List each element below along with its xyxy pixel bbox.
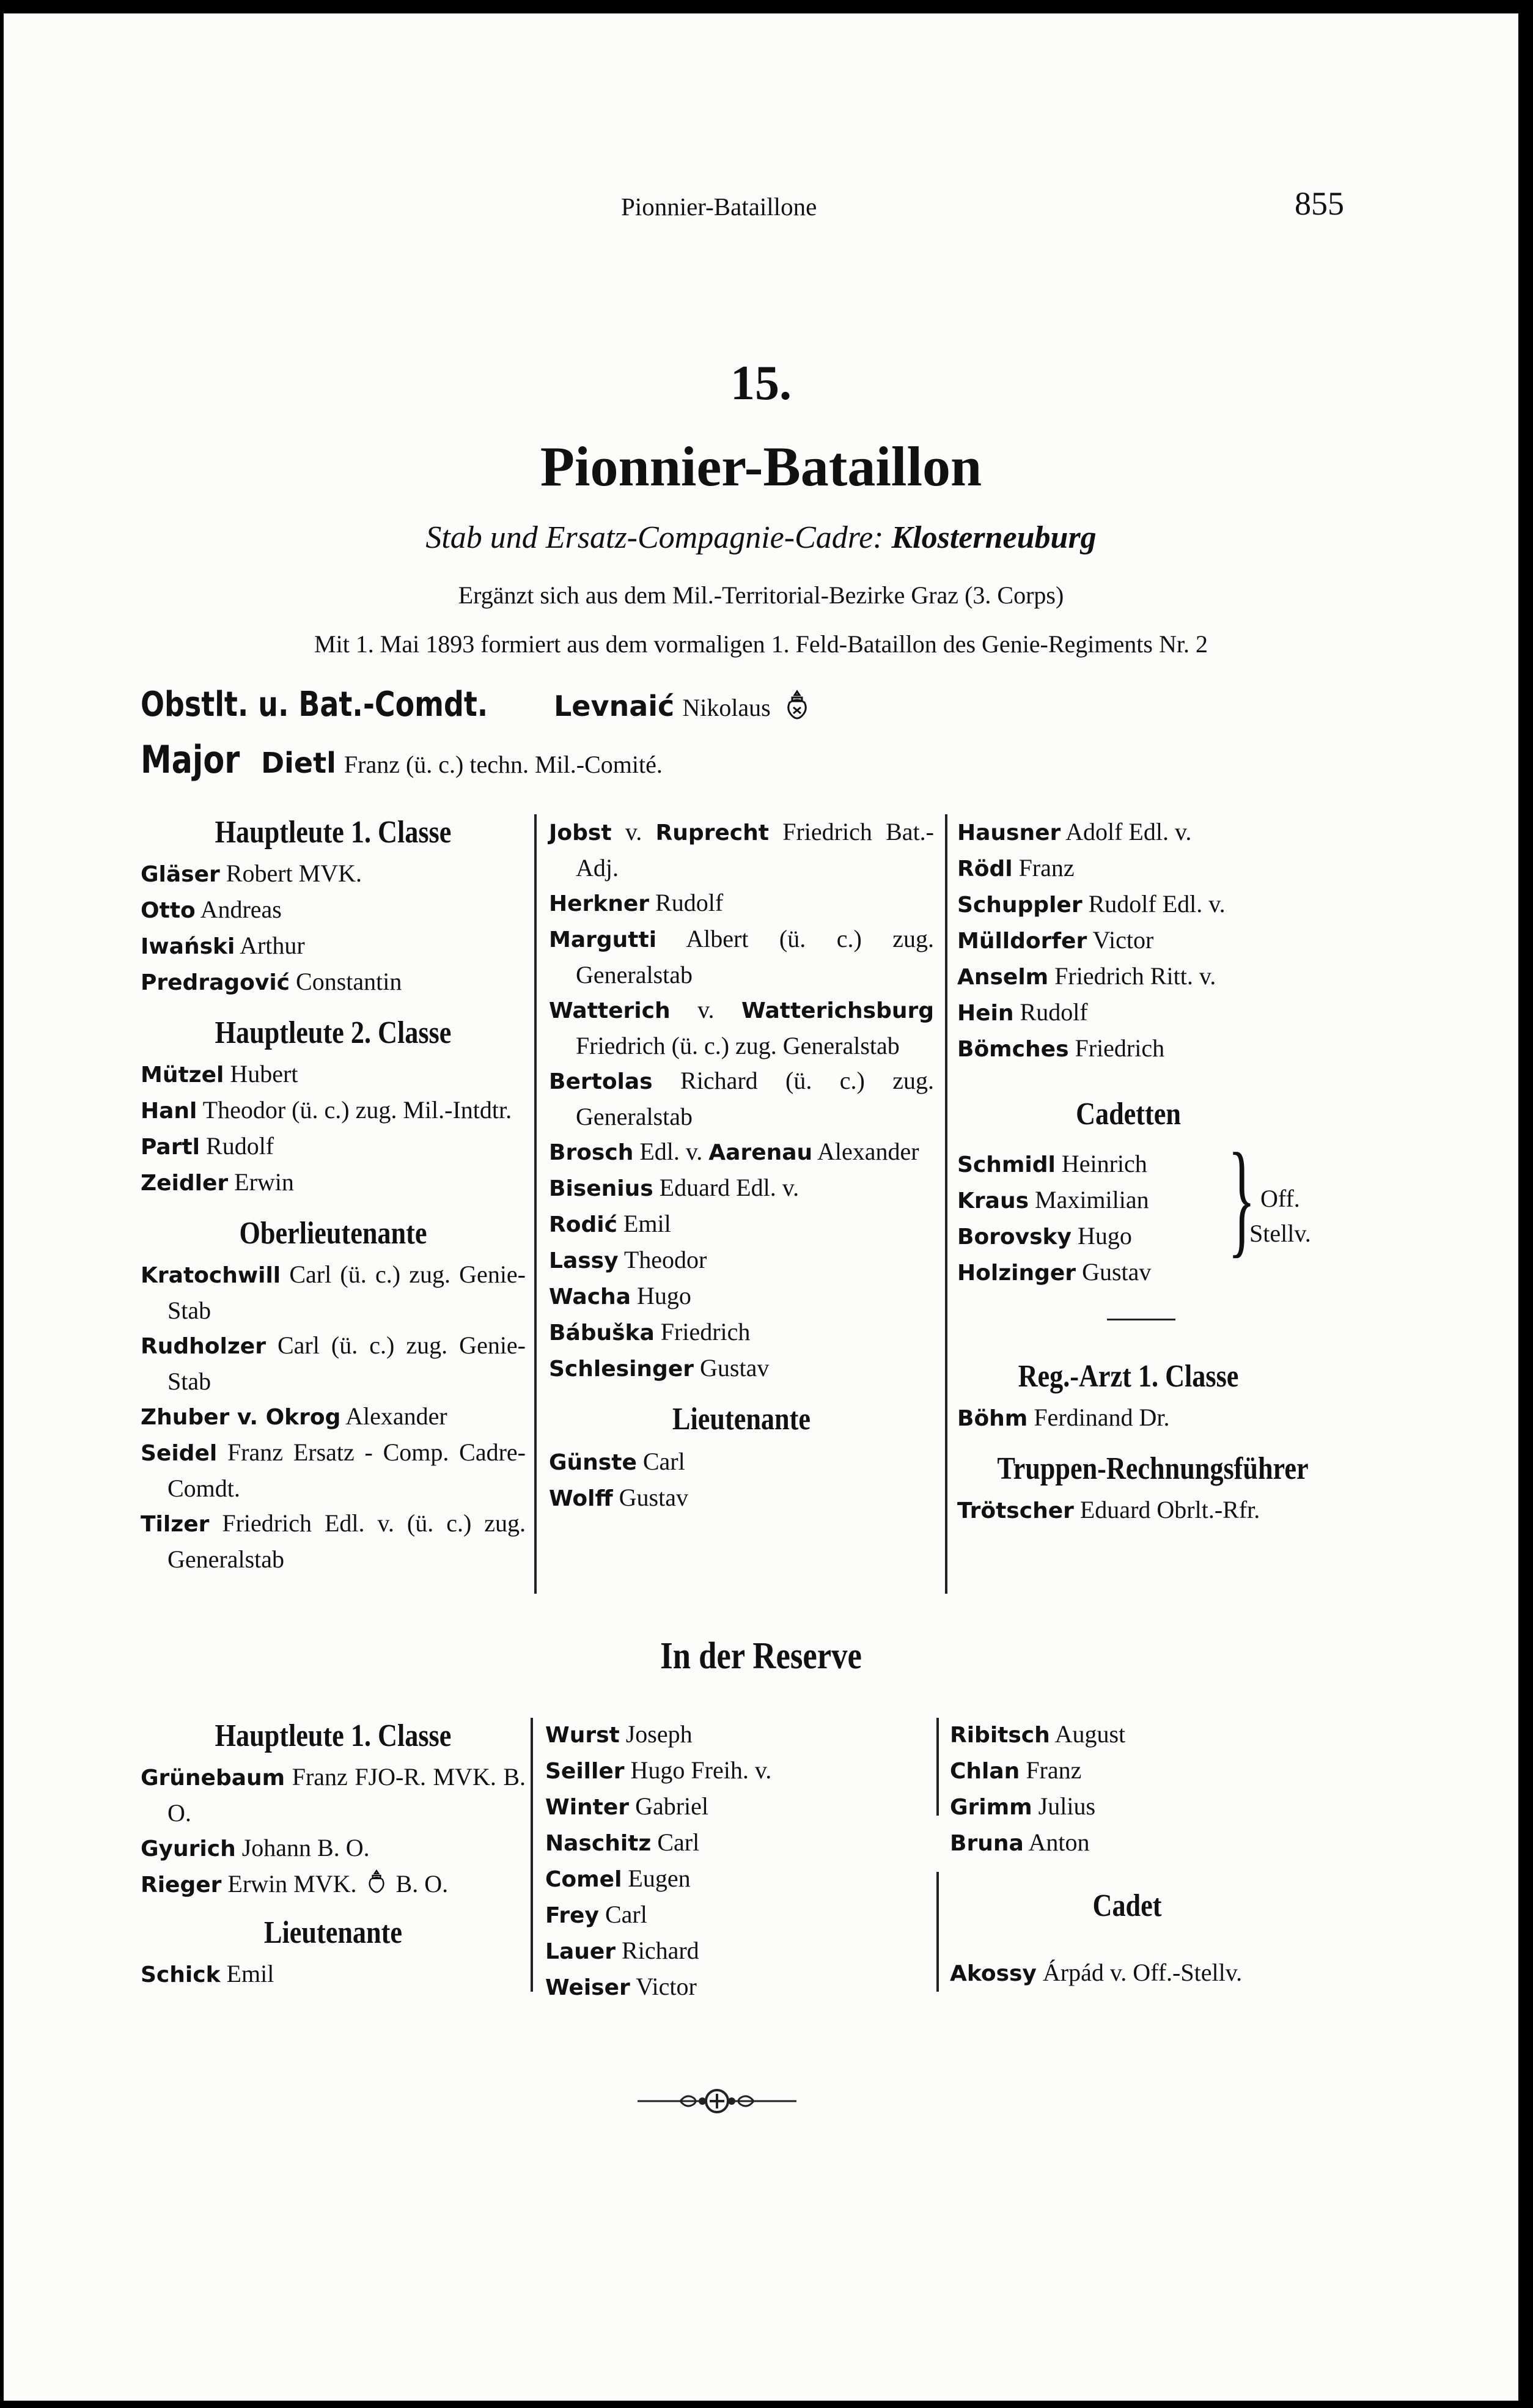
list-item: Kraus Maximilian [957,1186,1149,1213]
list-item: Schick Emil [141,1960,274,1987]
list-item: Schlesinger Gustav [549,1354,770,1382]
subtitle [4,520,1518,556]
list-item: Hanl Theodor (ü. c.) zug. Mil.-Intdtr. [141,1096,512,1124]
section-heading: Oberlieutenante [239,1216,427,1251]
major-rank: Major [141,737,240,782]
active-column-3 [957,814,1373,1528]
brace: } [1227,1127,1256,1269]
running-title: Pionnier-Bataillone [621,193,817,221]
list-item: Bruna Anton [950,1828,1090,1856]
list-item: Anselm Friedrich Ritt. v. [957,962,1216,990]
reserve-column-2 [545,1717,930,2005]
list-item: Schuppler Rudolf Edl. v. [957,890,1226,918]
list-item: Bisenius Eduard Edl. v. [549,1174,800,1201]
column-divider [936,1718,939,1816]
active-column-2 [549,814,934,1516]
commander-surname: Levnaić [553,690,675,723]
reserve-heading: In der Reserve [660,1635,862,1677]
section-heading: Lieutenante [672,1402,811,1437]
list-item: Wacha Hugo [549,1282,691,1309]
list-item: Bábuška Friedrich [549,1318,751,1346]
cadetten-group [957,1127,1373,1291]
list-item: Ribitsch August [950,1720,1126,1748]
section-heading: Truppen-Rechnungsführer [997,1451,1309,1486]
page-title: Pionnier-Bataillon [540,435,982,498]
list-item: Otto Andreas [141,896,282,923]
list-item: Wurst Joseph [545,1720,693,1748]
page-number: 855 [1295,185,1344,222]
list-item: Rudholzer Carl (ü. c.) zug. Genie-Stab [141,1331,526,1395]
list-item: Comel Eugen [545,1865,691,1892]
cadetten-note: Stellv. [1249,1220,1311,1247]
commander-rank: Obstlt. u. Bat.-Comdt. [141,685,488,724]
list-item: Kratochwill Carl (ü. c.) zug. Genie-Stab [141,1261,526,1324]
list-item: Grünebaum Franz FJO-R. MVK. B. O. [141,1763,526,1827]
major-surname: Dietl [260,746,336,779]
subtitle-prefix: Stab und Ersatz-Compagnie-Cadre: [425,520,884,555]
section-heading: Reg.-Arzt 1. Classe [1018,1359,1239,1394]
list-item: Akossy Árpád v. Off.-Stellv. [950,1959,1243,1986]
list-item: Gyurich Johann B. O. [141,1834,370,1861]
column-divider [945,814,947,1594]
list-item: Holzinger Gustav [957,1258,1152,1286]
reserve-column-1 [141,1712,526,1992]
list-item: Partl Rudolf [141,1132,274,1160]
list-item: Wolff Gustav [549,1484,688,1511]
cadetten-note: Off. [1260,1185,1300,1212]
list-item: Hausner Adolf Edl. v. [957,818,1192,845]
list-item: Trötscher Eduard Obrlt.-Rfr. [957,1496,1260,1523]
list-item: Brosch Edl. v. Aarenau Alexander [549,1138,919,1165]
commander-line [141,685,809,724]
list-item: Hein Rudolf [957,998,1088,1026]
list-item: Lauer Richard [545,1937,699,1964]
list-item: Seidel Franz Ersatz - Comp. Cadre-Comdt. [141,1438,526,1502]
supplement-line: Ergänzt sich aus dem Mil.-Territorial-Bezirke Graz (3. Corps) [458,581,1064,609]
order-icon [367,1868,386,1898]
list-item: Watterich v. Watterichsburg Friedrich (ü. c.) zug. Generalstab [549,996,934,1059]
subtitle-place: Klosterneuburg [891,520,1097,555]
formation-line: Mit 1. Mai 1893 formiert aus dem vormaligen 1. Feld-Bataillon des Genie-Regiments Nr. 2 [314,630,1208,658]
active-column-1 [141,808,526,1577]
list-item: Borovsky Hugo [957,1222,1132,1250]
column-divider [534,814,537,1594]
list-item: Mülldorfer Victor [957,926,1154,954]
unit-number: 15. [730,356,792,410]
commander-given: Nikolaus [682,694,771,721]
list-item: Mützel Hubert [141,1060,298,1088]
list-item: Herkner Rudolf [549,889,724,916]
order-icon [785,689,809,724]
section-heading: Lieutenante [264,1915,402,1950]
list-item: Bömches Friedrich [957,1034,1165,1062]
list-item: Chlan Franz [950,1756,1082,1784]
list-item: Predragović Constantin [141,968,402,995]
section-heading: Cadetten [1076,1097,1181,1132]
list-item: Iwański Arthur [141,932,305,959]
list-item: Gläser Robert MVK. [141,860,362,887]
list-item: Frey Carl [545,1901,647,1928]
section-heading: Hauptleute 1. Classe [215,815,452,850]
list-item: Zeidler Erwin [141,1168,294,1196]
list-item: Zhuber v. Okrog Alexander [141,1402,447,1430]
list-item: Jobst v. Ruprecht Friedrich Bat.-Adj. [549,818,934,882]
list-item: Margutti Albert (ü. c.) zug. Generalstab [549,925,934,989]
ornament-icon [638,2086,796,2116]
section-heading: Cadet [1092,1888,1162,1923]
list-item: Bertolas Richard (ü. c.) zug. Generalstab [549,1067,934,1130]
section-heading: Hauptleute 1. Classe [215,1718,452,1753]
list-item: Schmidl Heinrich [957,1150,1147,1177]
reserve-column-3 [950,1717,1366,1991]
list-item: Günste Carl [549,1448,685,1475]
list-item: Rieger Erwin MVK. B. O. [141,1866,526,1902]
document-page [4,13,1518,2401]
list-item: Rödl Franz [957,854,1075,882]
section-heading: Hauptleute 2. Classe [215,1015,452,1050]
column-divider [531,1718,533,1992]
major-line [141,737,663,782]
list-item: Winter Gabriel [545,1792,709,1820]
list-item: Lassy Theodor [549,1246,707,1273]
list-item: Böhm Ferdinand Dr. [957,1404,1170,1431]
divider-rule [1107,1319,1175,1320]
major-details: Franz (ü. c.) techn. Mil.-Comité. [344,751,663,778]
list-item: Naschitz Carl [545,1828,700,1856]
list-item: Seiller Hugo Freih. v. [545,1756,772,1784]
list-item: Tilzer Friedrich Edl. v. (ü. c.) zug. Generalstab [141,1509,526,1573]
list-item: Rodić Emil [549,1210,671,1237]
column-divider [936,1872,939,1992]
list-item: Grimm Julius [950,1792,1096,1820]
list-item: Weiser Victor [545,1973,697,2000]
